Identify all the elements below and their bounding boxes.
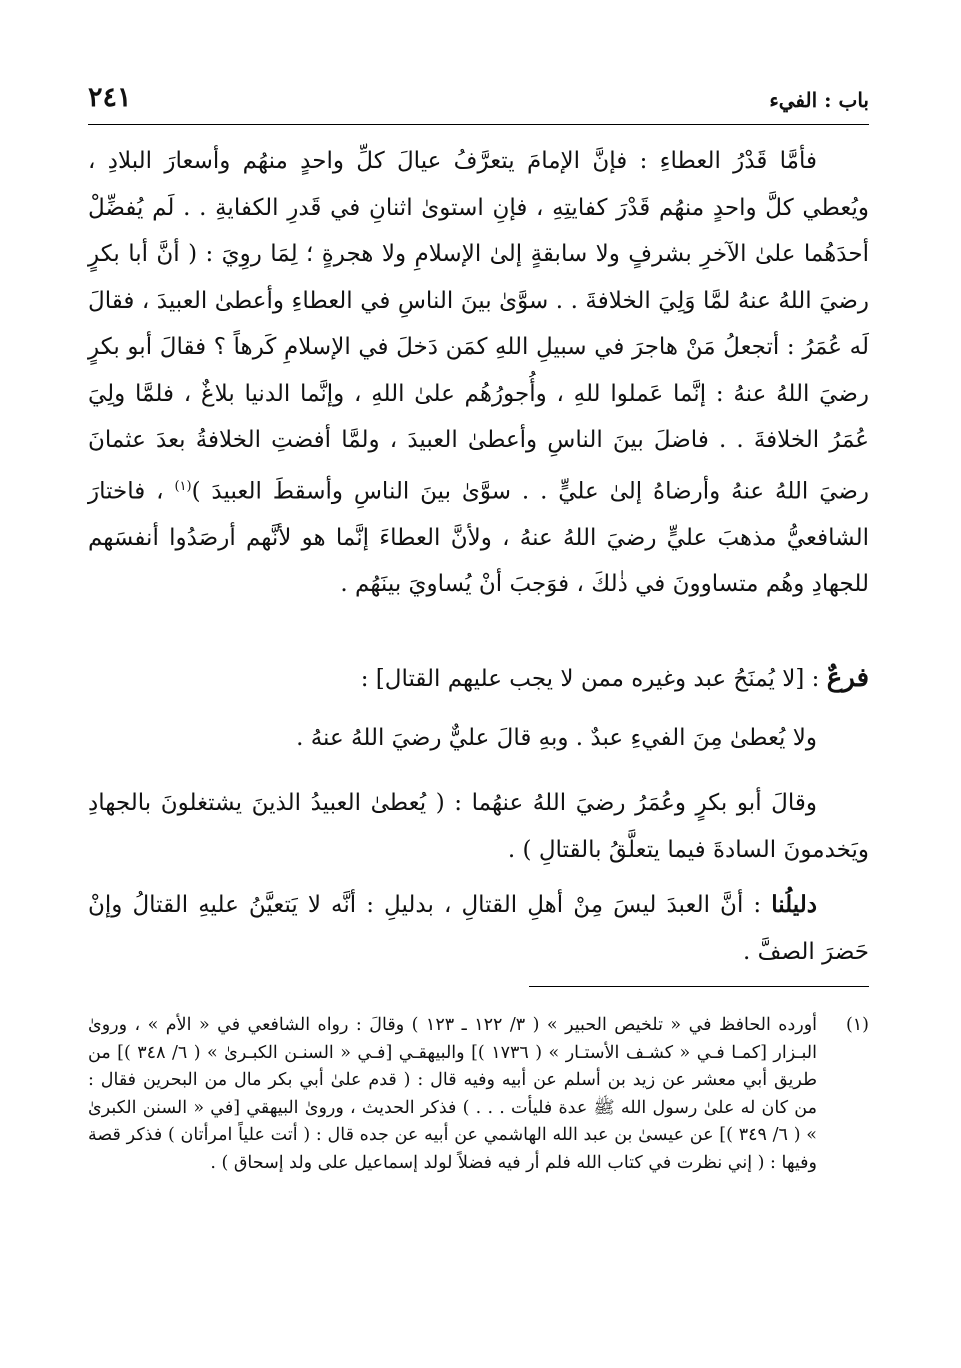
- paragraph-text-tail: ، فاختارَ الشافعيُّ مذهبَ عليٍّ رضيَ اللهُ عنهُ ، ولأنَّ العطاءَ إنَّما هو لأنَّهم أرصَدُوا أنفسَهم للجهادِ وهُم متساوونَ في ذٰلكَ ، فوَجبَ أنْ يُساويَ بينَهُم .: [88, 478, 869, 598]
- section-paragraph-1: [88, 715, 869, 762]
- section-title: : [لا يُمنَحُ عبد وغيره ممن لا يجب عليهم القتال] :: [360, 666, 820, 692]
- footnote-text: أورده الحافظ في « تلخيص الحبير » ( ٣/ ١٢٢ ـ ١٢٣ ) وقالَ : رواه الشافعي في « الأم » ، وروىٰ البـزار [كمـا فـي « كشـف الأستـار » ( ١٧٣٦ )] والبيهقـي [فـي « السنـن الكبـرىٰ » ( ٦/ ٣٤٨ )] من طريق أبي معشر عن زيد بن أسلم عن أبيه وفيه قال : ( قدم علىٰ أبي بكر مال من البحرين فقال : من كان له علىٰ رسول الله ﷺ عدة فليأت . . . ) فذكر الحديث ، وروىٰ البيهقي [في « السنن الكبرىٰ » ( ٦/ ٣٤٩ )] عن عيسىٰ بن عبد الله الهاشمي عن أبيه عن جده قال : ( أتت علياً امرأتان ) فذكر قصة وفيها : ( إني نظرت في كتاب الله فلم أر فيه فضلاً لولد إسماعيل على ولد إسحاق ) .: [88, 1015, 818, 1173]
- page-header: [88, 80, 869, 125]
- evidence-paragraph: [88, 882, 869, 975]
- paragraph-text: ولا يُعطىٰ مِنَ الفيءِ عبدٌ . وبهِ قالَ عليٌّ رضيَ اللهُ عنهُ .: [296, 725, 817, 751]
- footnotes: [88, 1012, 869, 1177]
- section-heading: [88, 655, 869, 702]
- page-number: ٢٤١: [88, 82, 132, 113]
- running-title: باب : الفيء: [769, 88, 869, 112]
- paragraph-text: فأمَّا قَدْرُ العطاءِ : فإنَّ الإمامَ يتعرَّفُ عيالَ كلِّ واحدٍ منهُم وأسعارَ البلادِ ، ويُعطي كلَّ واحدٍ منهُم قَدْرَ كفايتِهِ ، فإنِ استوىٰ اثنانِ في قَدرِ الكفايةِ . . لَم يُفضِّلْ أحدَهُما علىٰ الآخرِ بشرفٍ ولا سابقةٍ إلىٰ الإسلامِ ولا هجرةٍ ؛ لِمَا روِيَ : ( أنَّ أبا بكرٍ رضيَ اللهُ عنهُ لمَّا وَلِيَ الخلافةَ . . سوَّىٰ بينَ الناسِ في العطاءِ وأعطىٰ العبيدَ ، فقالَ لَه عُمَرُ : أتجعلُ مَنْ هاجرَ في سبيلِ اللهِ كمَن دَخلَ في الإسلامِ كَرهاً ؟ فقالَ أبو بكرٍ رضيَ اللهُ عنهُ : إنَّما عَملوا للهِ ، وأُجورُهُم علىٰ اللهِ ، وإنَّما الدنيا بلاغٌ ، فلمَّا ولِيَ عُمَرُ الخلافةَ . . فاضلَ بينَ الناسِ وأعطىٰ العبيدَ ، ولمَّا أفضتِ الخلافةُ بعدَ عثمانَ رضيَ اللهُ عنهُ وأرضاهُ إلىٰ عليٍّ . . سوَّىٰ بينَ الناسِ وأسقطَ العبيدَ ): [88, 148, 870, 505]
- footnote-number: (١): [845, 1015, 869, 1035]
- evidence-keyword: دليلُنا: [771, 891, 817, 918]
- evidence-text: : أنَّ العبدَ ليسَ مِنْ أهلِ القتالِ ، بدليلِ : أنَّه لا يَتعيَّنُ عليهِ القتالُ وإنْ حَضرَ الصفَّ .: [88, 892, 869, 965]
- footnote: [88, 1012, 869, 1177]
- paragraph-text: وقالَ أبو بكرٍ وعُمَرُ رضيَ اللهُ عنهُما : ( يُعطىٰ العبيدُ الذينَ يشتغلونَ بالجهادِ ويَخدمونَ السادةَ فيما يتعلَّقُ بالقتالِ ) .: [88, 790, 869, 863]
- main-paragraph: [88, 138, 869, 608]
- section-paragraph-2: [88, 780, 869, 873]
- footnote-reference: (١): [174, 478, 192, 494]
- footnote-divider: [529, 986, 869, 987]
- section-keyword: فرعٌ: [826, 663, 869, 693]
